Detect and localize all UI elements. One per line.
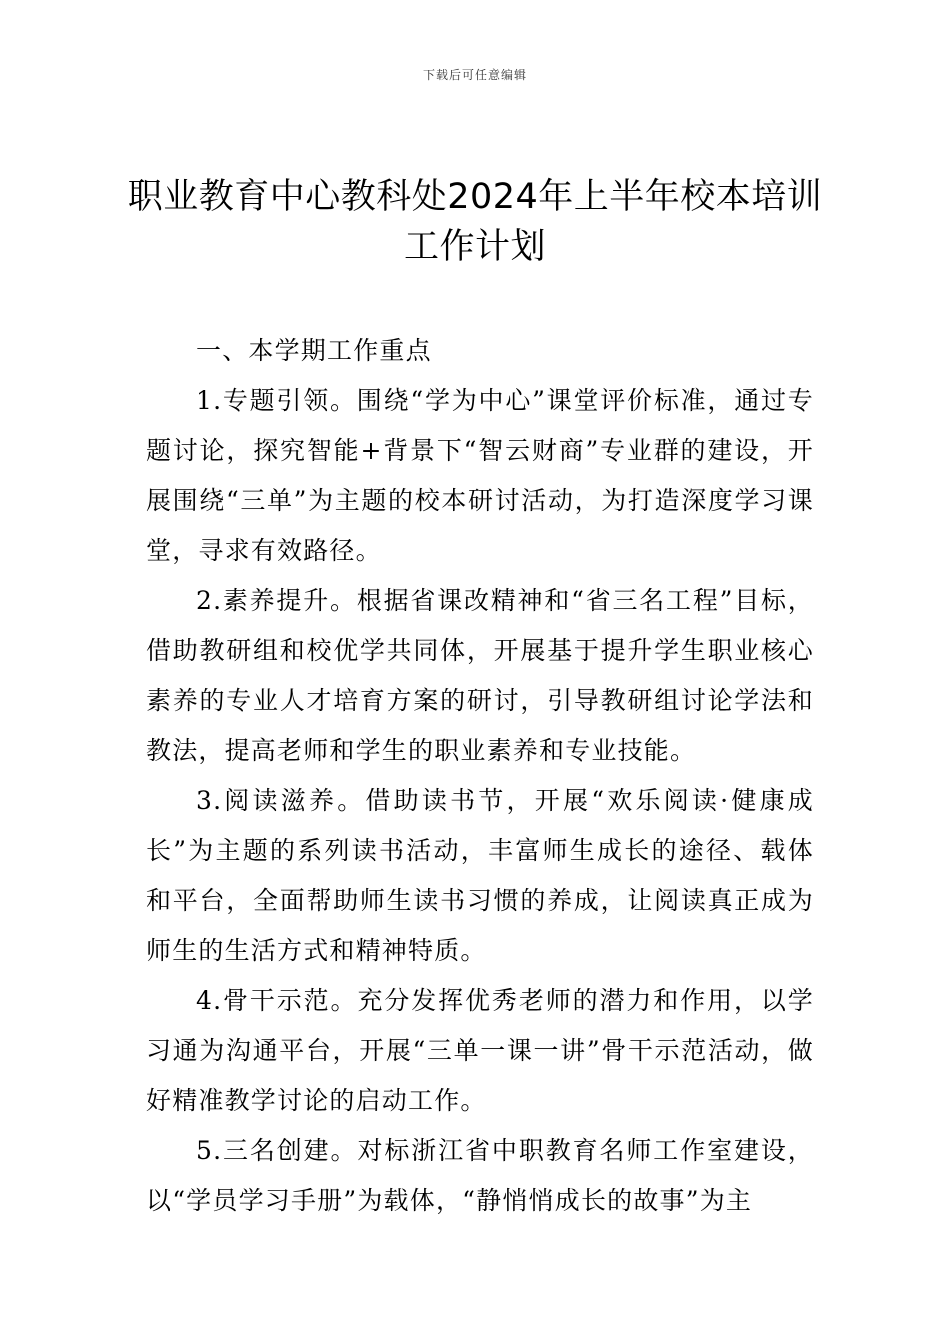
- paragraph-item-1: 1.专题引领。围绕“学为中心”课堂评价标准，通过专题讨论，探究智能+背景下“智云财商”专业群的建设，开展围绕“三单”为主题的校本研讨活动，为打造深度学习课堂，寻求有效路径。: [146, 386, 814, 565]
- paragraph-item-4: 4.骨干示范。充分发挥优秀老师的潜力和作用，以学习通为沟通平台，开展“三单一课一讲”骨干示范活动，做好精准教学讨论的启动工作。: [146, 986, 814, 1115]
- paragraph-item-3: 3.阅读滋养。借助读书节，开展“欢乐阅读·健康成长”为主题的系列读书活动，丰富师生成长的途径、载体和平台，全面帮助师生读书习惯的养成，让阅读真正成为师生的生活方式和精神特质。: [146, 786, 814, 965]
- header-note: 下载后可任意编辑: [422, 68, 527, 82]
- document-title: 职业教育中心教科处2024年上半年校本培训工作计划: [127, 177, 823, 267]
- paragraph-item-5: 5.三名创建。对标浙江省中职教育名师工作室建设，以“学员学习手册”为载体，“静悄悄成长的故事”为主: [146, 1136, 814, 1215]
- document-body: [146, 326, 814, 1226]
- paragraph-item-2: 2.素养提升。根据省课改精神和“省三名工程”目标，借助教研组和校优学共同体，开展基于提升学生职业核心素养的专业人才培育方案的研讨，引导教研组讨论学法和教法，提高老师和学生的职业素养和专业技能。: [146, 586, 814, 765]
- section-heading: 一、本学期工作重点: [196, 336, 432, 365]
